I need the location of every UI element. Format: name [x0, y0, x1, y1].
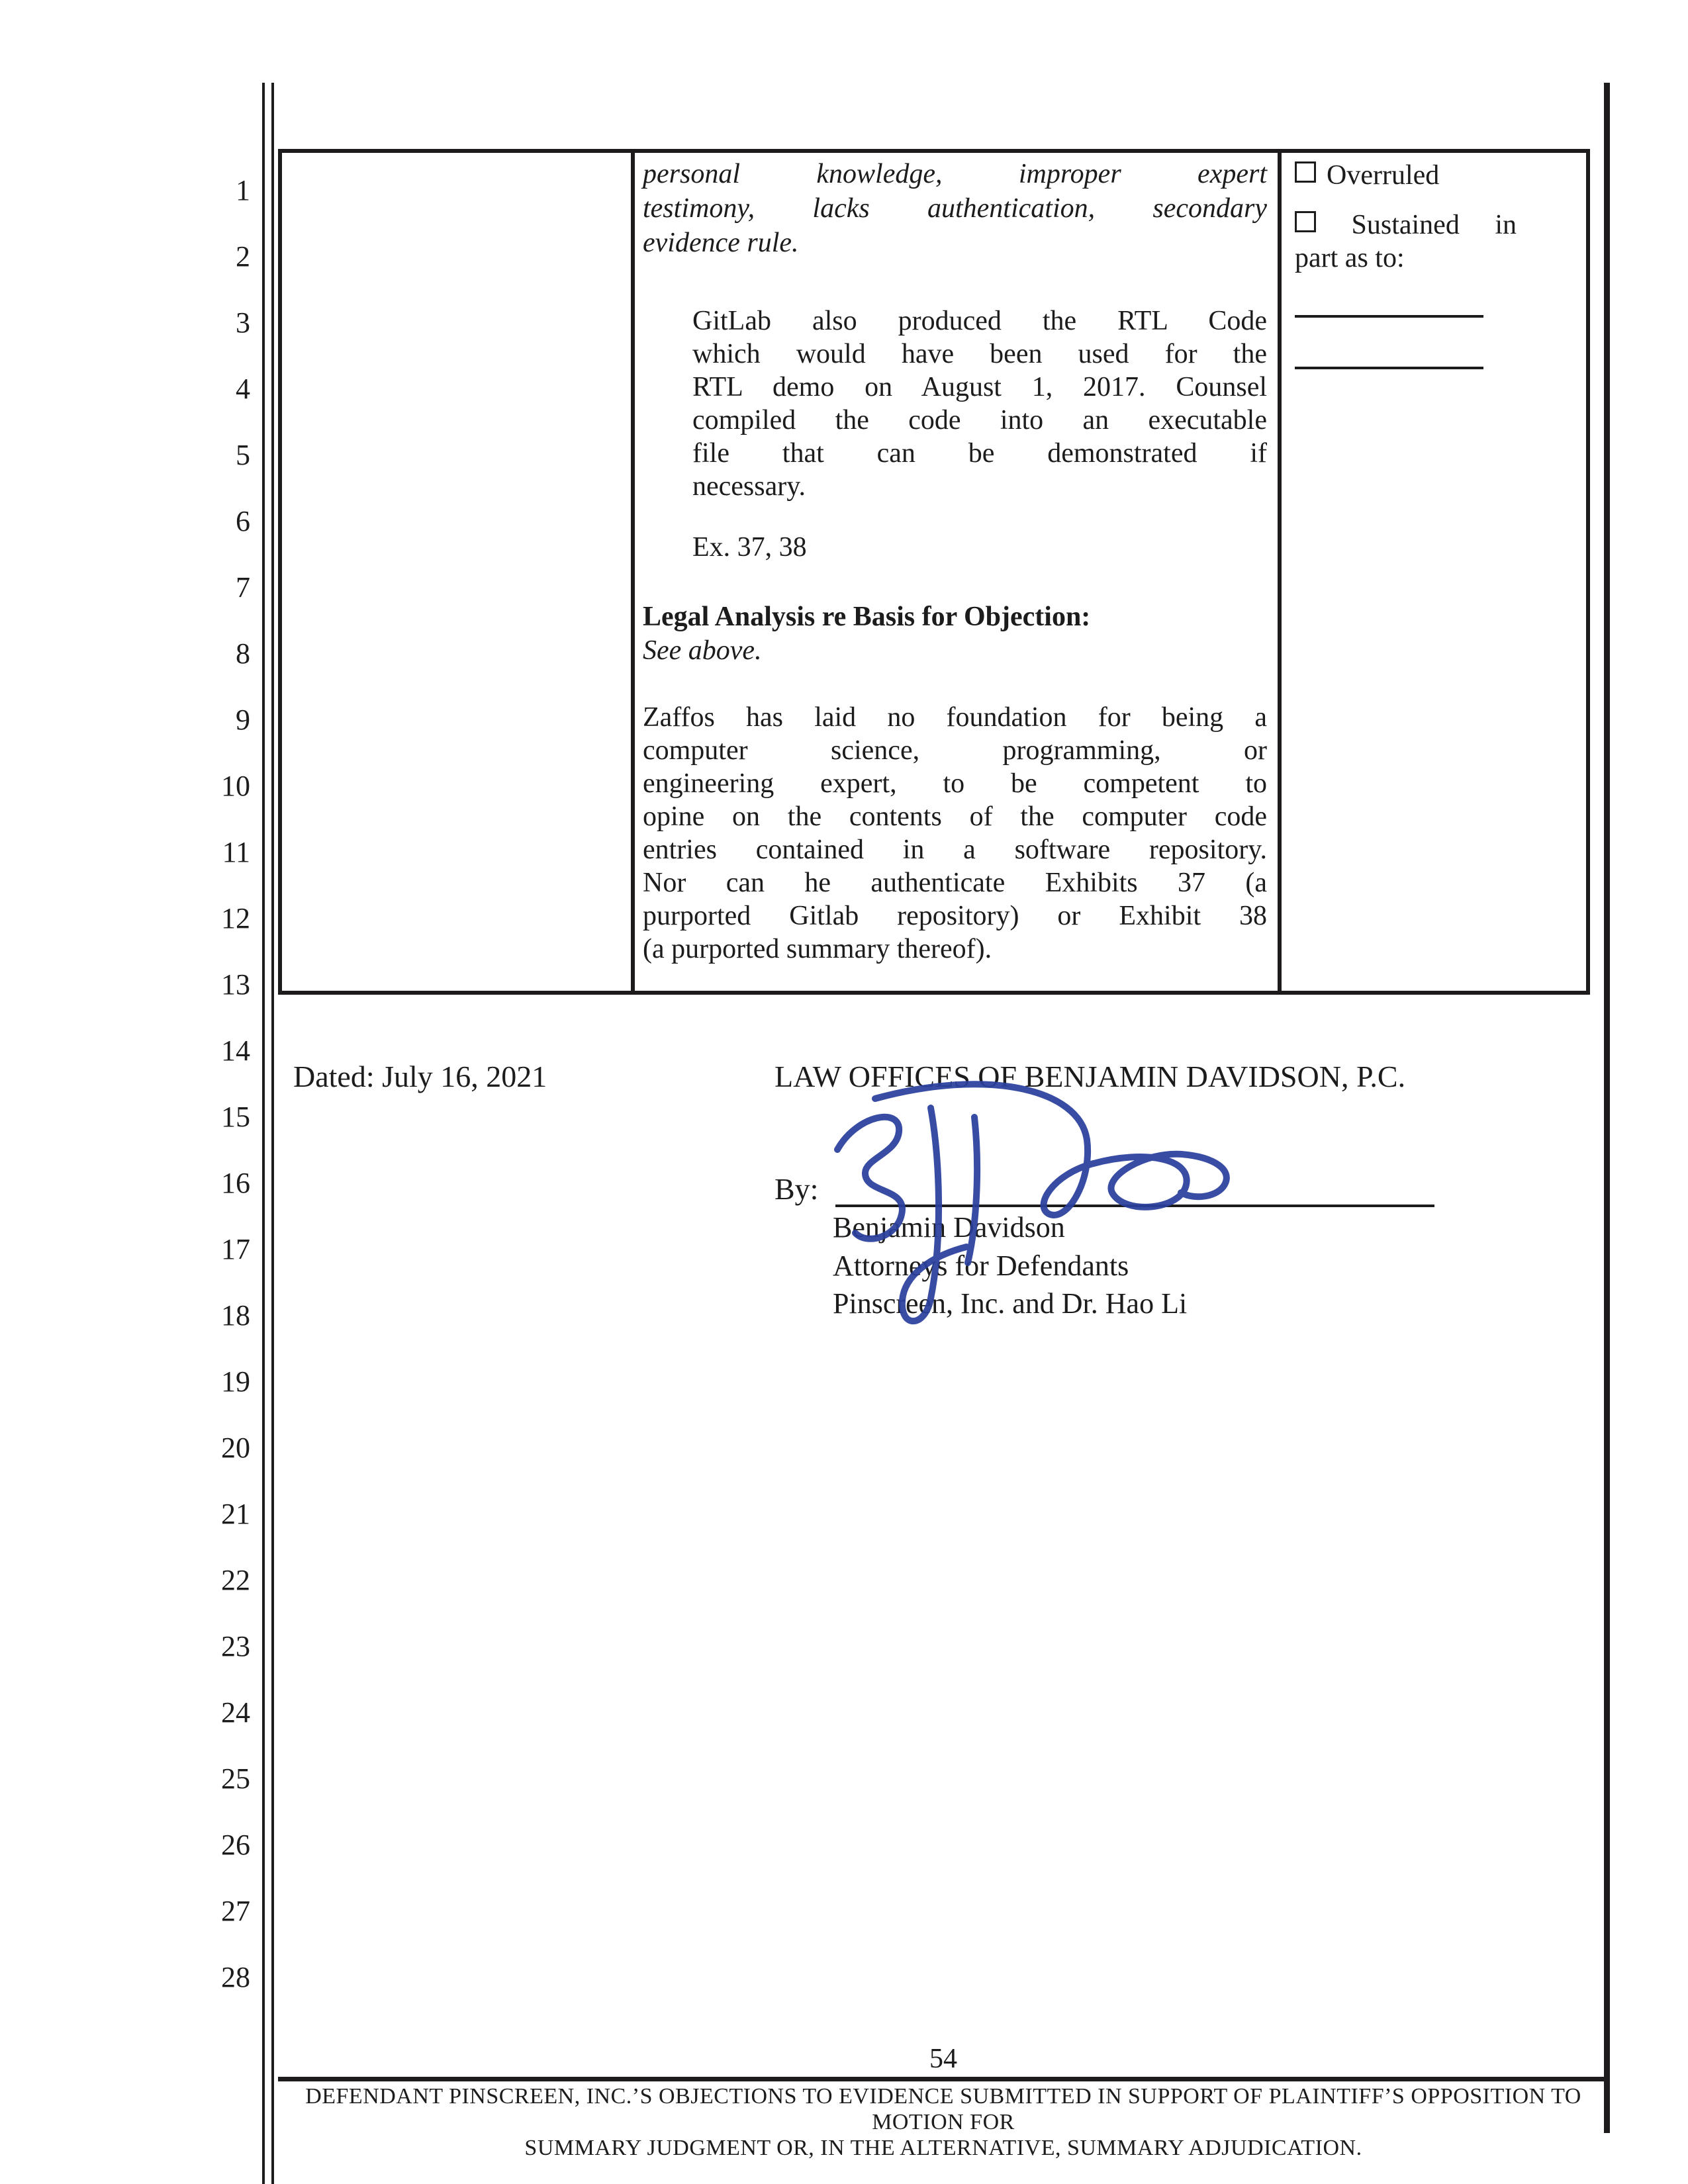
- sustained-label: Sustained in: [1351, 210, 1517, 240]
- signer-title: Attorneys for Defendants: [833, 1250, 1129, 1282]
- objection-text-line: engineering expert, to be competent to: [643, 768, 1267, 799]
- line-number: 18: [221, 1299, 250, 1332]
- line-number: 24: [221, 1696, 250, 1729]
- ruling-blank-line: [1295, 367, 1483, 369]
- line-number: 15: [221, 1101, 250, 1133]
- footer-rule: [278, 2077, 1609, 2081]
- line-number: 5: [236, 439, 250, 471]
- sustained-label-line2: part as to:: [1295, 243, 1405, 273]
- line-number: 3: [236, 306, 250, 339]
- ruling-column-cell: [1282, 153, 1586, 991]
- objections-table: [278, 149, 1590, 995]
- evidence-column-cell: [282, 153, 631, 991]
- objection-text-line: opine on the contents of the computer code: [643, 801, 1267, 832]
- sustained-option: [1295, 208, 1517, 242]
- line-number: 2: [236, 240, 250, 273]
- signature-line: [835, 1205, 1434, 1207]
- line-number: 12: [221, 902, 250, 934]
- overruled-label: Overruled: [1327, 160, 1440, 191]
- objection-text-line: file that can be demonstrated if: [692, 438, 1267, 469]
- line-number: 17: [221, 1233, 250, 1265]
- objection-text-line: [643, 668, 1267, 701]
- line-number: 26: [221, 1829, 250, 1861]
- line-number: 28: [221, 1961, 250, 1993]
- line-number: 1: [236, 174, 250, 206]
- line-number: 16: [221, 1167, 250, 1199]
- checkbox-icon: [1295, 211, 1316, 232]
- objection-text-line: GitLab also produced the RTL Code: [692, 306, 1267, 336]
- objection-text-line: (a purported summary thereof).: [643, 934, 992, 964]
- objection-text-line: Zaffos has laid no foundation for being a: [643, 702, 1267, 733]
- objection-text-line: necessary.: [692, 471, 806, 502]
- objection-text-line: Nor can he authenticate Exhibits 37 (a: [643, 868, 1267, 898]
- by-label: By:: [774, 1172, 819, 1206]
- objection-column-cell: [631, 153, 1282, 991]
- line-number: 22: [221, 1564, 250, 1596]
- objection-text-line: compiled the code into an executable: [692, 405, 1267, 435]
- line-number: 10: [221, 770, 250, 802]
- objection-text-line: testimony, lacks authentication, secondary: [643, 193, 1267, 224]
- footer-title-line2: SUMMARY JUDGMENT OR, IN THE ALTERNATIVE, SUMMARY ADJUDICATION.: [524, 2136, 1362, 2160]
- objection-text-line: computer science, programming, or: [643, 735, 1267, 766]
- page-number: 54: [929, 2044, 957, 2074]
- objection-text-line: RTL demo on August 1, 2017. Counsel: [692, 372, 1267, 402]
- objection-text-line: [643, 260, 1267, 304]
- objection-text-line: evidence rule.: [643, 228, 799, 258]
- line-number: 6: [236, 505, 250, 537]
- objection-text-line: [643, 564, 1267, 600]
- line-number: 27: [221, 1895, 250, 1927]
- line-number: 20: [221, 1432, 250, 1464]
- line-number: 7: [236, 571, 250, 604]
- right-margin-rule: [1604, 83, 1610, 2133]
- line-number: 14: [221, 1034, 250, 1067]
- line-number: 9: [236, 704, 250, 736]
- signer-clients: Pinscreen, Inc. and Dr. Hao Li: [833, 1287, 1188, 1320]
- line-number: 25: [221, 1762, 250, 1795]
- line-number: 19: [221, 1365, 250, 1398]
- objection-text-line: See above.: [643, 635, 762, 666]
- objection-text-line: entries contained in a software repository.: [643, 835, 1267, 865]
- line-number-column: [158, 174, 250, 2027]
- objection-text-line: purported Gitlab repository) or Exhibit 38: [643, 901, 1267, 931]
- objection-text-line: which would have been used for the: [692, 339, 1267, 369]
- objection-text-line: Legal Analysis re Basis for Objection:: [643, 602, 1091, 632]
- ruling-blank-line: [1295, 315, 1483, 318]
- line-number: 13: [221, 968, 250, 1001]
- line-number: 21: [221, 1498, 250, 1530]
- signer-name: Benjamin Davidson: [833, 1211, 1065, 1244]
- footer: [278, 2044, 1609, 2161]
- objection-text-line: [643, 503, 1267, 531]
- footer-title-line1: DEFENDANT PINSCREEN, INC.’S OBJECTIONS TO EVIDENCE SUBMITTED IN SUPPORT OF PLAINTIFF’S OPPOSITION TO MOTION FOR: [305, 2084, 1581, 2134]
- line-number: 23: [221, 1630, 250, 1662]
- left-double-rule: [262, 83, 274, 2184]
- objection-text-line: Ex. 37, 38: [692, 532, 807, 563]
- line-number: 11: [222, 836, 250, 868]
- checkbox-icon: [1295, 161, 1316, 183]
- line-number: 8: [236, 637, 250, 670]
- objection-text-line: personal knowledge, improper expert: [643, 159, 1267, 189]
- line-number: 4: [236, 373, 250, 405]
- dated-line: Dated: July 16, 2021: [293, 1060, 547, 1093]
- law-firm-name: LAW OFFICES OF BENJAMIN DAVIDSON, P.C.: [774, 1060, 1406, 1093]
- overruled-option: [1295, 159, 1517, 192]
